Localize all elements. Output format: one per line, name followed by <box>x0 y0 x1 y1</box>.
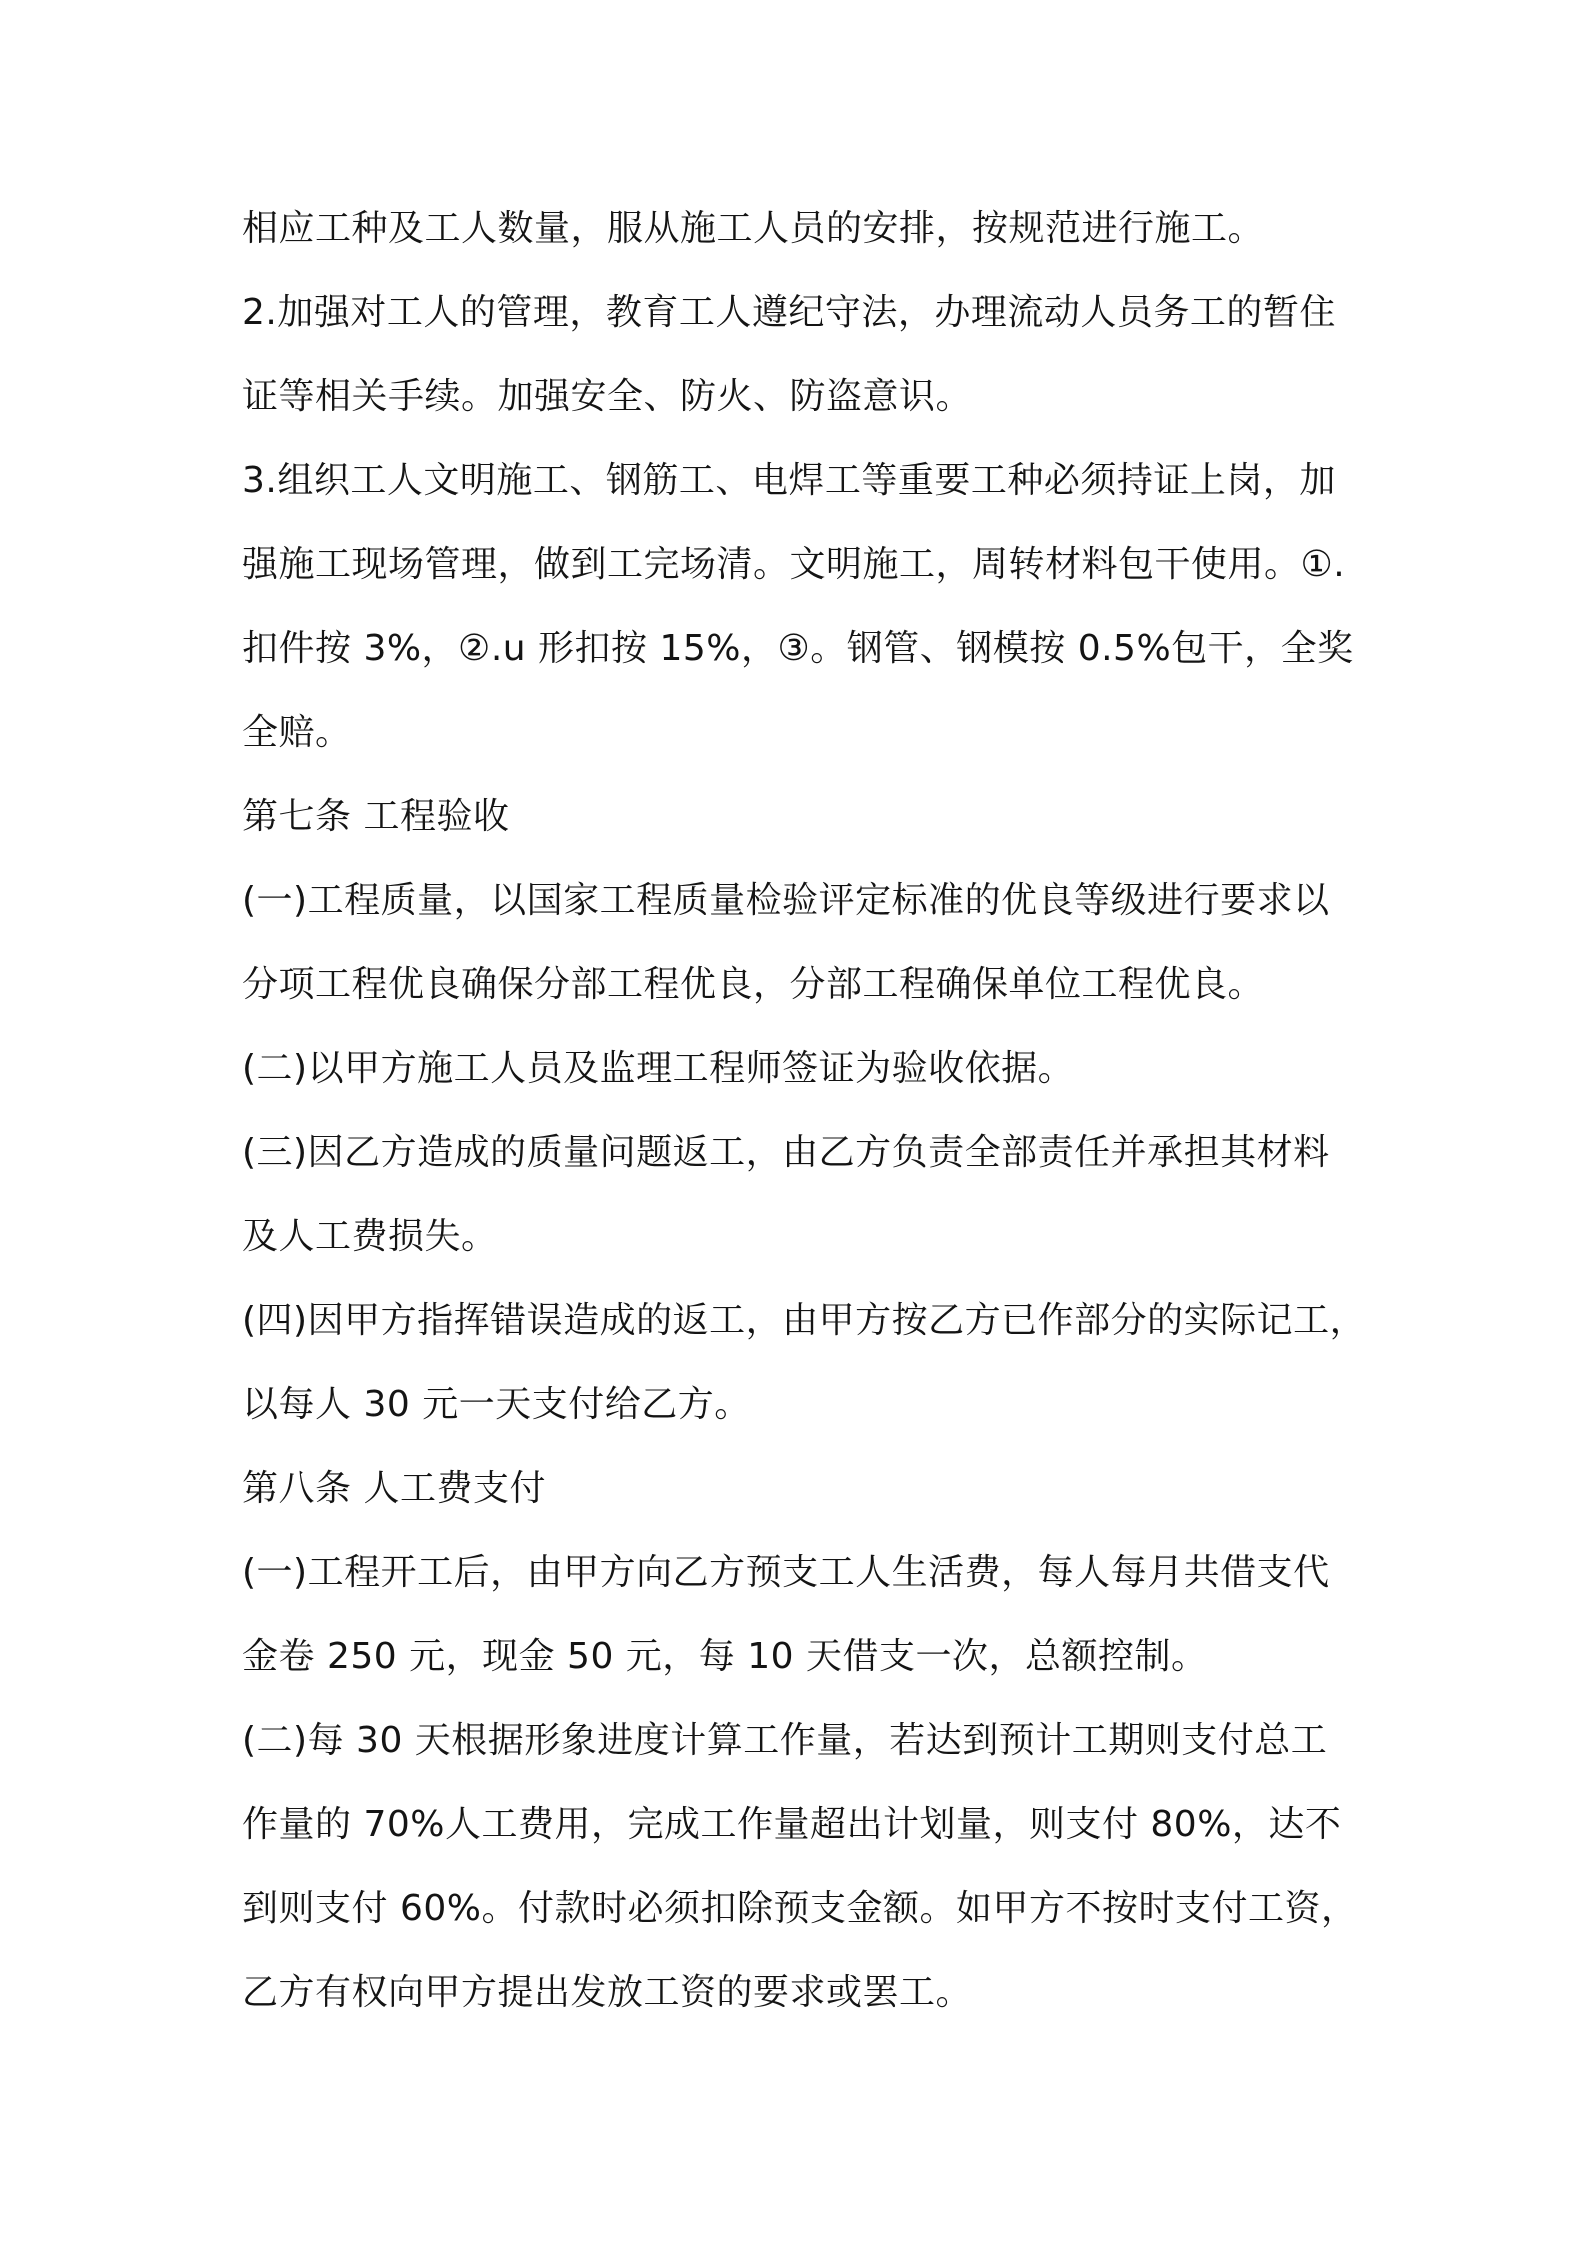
text-line: 作量的 70%人工费用，完成工作量超出计划量，则支付 80%，达不 <box>242 1804 1342 1845</box>
text-line: 强施工现场管理，做到工完场清。文明施工，周转材料包干使用。①. <box>242 544 1346 585</box>
text-line: 3.组织工人文明施工、钢筋工、电焊工等重要工种必须持证上岗，加 <box>242 460 1336 501</box>
text-line: (一)工程开工后，由甲方向乙方预支工人生活费，每人每月共借支代 <box>242 1552 1330 1593</box>
text-line: 证等相关手续。加强安全、防火、防盗意识。 <box>242 376 973 417</box>
text-line: 及人工费损失。 <box>242 1216 498 1257</box>
text-line: 以每人 30 元一天支付给乙方。 <box>242 1384 751 1425</box>
text-line: (四)因甲方指挥错误造成的返工，由甲方按乙方已作部分的实际记工， <box>242 1300 1367 1341</box>
section-heading: 第七条 工程验收 <box>242 796 510 837</box>
text-line: 乙方有权向甲方提出发放工资的要求或罢工。 <box>242 1972 973 2013</box>
text-line: 金卷 250 元，现金 50 元，每 10 天借支一次，总额控制。 <box>242 1636 1208 1677</box>
text-line: (二)每 30 天根据形象进度计算工作量，若达到预计工期则支付总工 <box>242 1720 1328 1761</box>
section-heading: 第八条 人工费支付 <box>242 1468 546 1509</box>
text-line: (三)因乙方造成的质量问题返工，由乙方负责全部责任并承担其材料 <box>242 1132 1330 1173</box>
text-line: 扣件按 3%，②.u 形扣按 15%，③。钢管、钢模按 0.5%包干，全奖 <box>242 628 1354 669</box>
text-line: (二)以甲方施工人员及监理工程师签证为验收依据。 <box>242 1048 1075 1089</box>
text-line: 2.加强对工人的管理，教育工人遵纪守法，办理流动人员务工的暂住 <box>242 292 1336 333</box>
text-line: 分项工程优良确保分部工程优良，分部工程确保单位工程优良。 <box>242 964 1265 1005</box>
text-line: 全赔。 <box>242 712 352 753</box>
text-line: 到则支付 60%。付款时必须扣除预支金额。如甲方不按时支付工资， <box>242 1888 1358 1929</box>
text-line: 相应工种及工人数量，服从施工人员的安排，按规范进行施工。 <box>242 208 1265 249</box>
text-line: (一)工程质量，以国家工程质量检验评定标准的优良等级进行要求以 <box>242 880 1330 921</box>
